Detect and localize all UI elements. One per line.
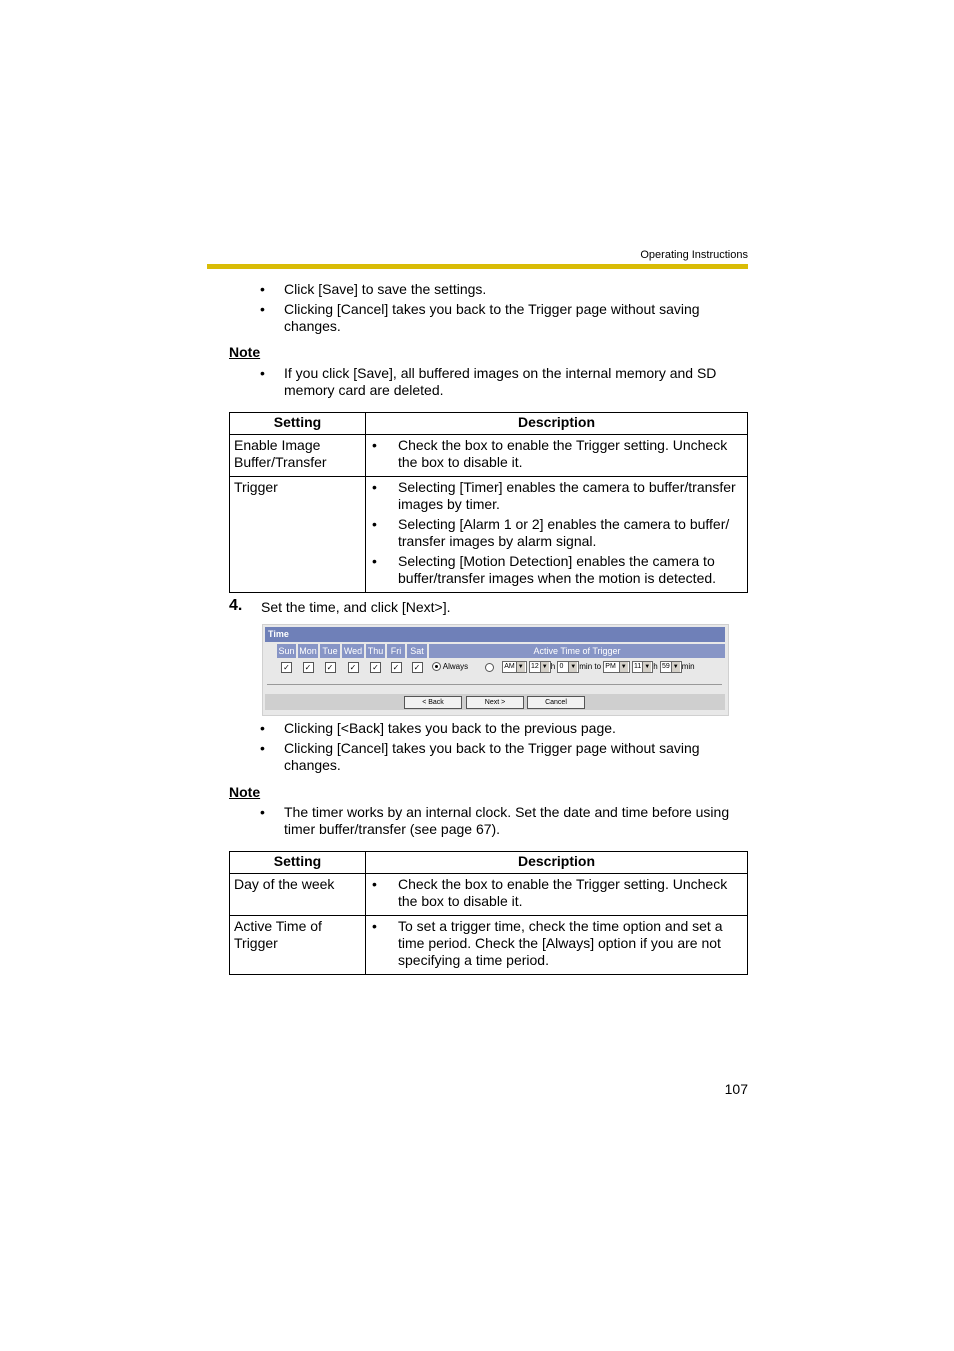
- time-range-radio[interactable]: [485, 663, 494, 672]
- note1-bullet-list: [258, 365, 748, 402]
- hour-unit-label: h: [550, 662, 556, 672]
- from-hour-select[interactable]: [529, 661, 551, 673]
- header-rule: [207, 264, 748, 269]
- day-header-tue: Tue: [320, 644, 340, 658]
- day-header-thu: Thu: [367, 646, 384, 656]
- from-ampm-select[interactable]: [502, 661, 527, 673]
- settings-table-2: [229, 851, 748, 975]
- settings-table-1: [229, 412, 748, 593]
- day-cell-fri: [387, 660, 405, 674]
- always-radio[interactable]: [432, 662, 441, 671]
- time-settings-screenshot: [262, 624, 729, 716]
- checkbox-fri[interactable]: ✓: [391, 662, 402, 673]
- from-min-select[interactable]: [557, 661, 579, 673]
- column-header-setting: Setting: [230, 852, 366, 874]
- list-item: [258, 740, 748, 774]
- bullet-glyph: •: [372, 918, 377, 934]
- list-item-text: To set a trigger time, check the time option and set a time period. Check the [Always] option if you are not specifying a time period.: [398, 918, 723, 968]
- step-number: 4.: [229, 597, 243, 614]
- setting-cell: Active Time of Trigger: [230, 916, 366, 975]
- setting-cell: Day of the week: [230, 874, 366, 916]
- step-text: Set the time, and click [Next>].: [261, 599, 451, 615]
- list-item: [370, 918, 743, 969]
- column-header-description: Description: [366, 852, 748, 874]
- header-title: Operating Instructions: [640, 249, 748, 261]
- to-ampm-value: PM: [605, 663, 616, 670]
- list-item: [370, 437, 743, 471]
- chevron-down-icon: ▼: [568, 662, 577, 672]
- page-number: 107: [724, 1081, 748, 1097]
- day-cell-sat: [407, 660, 427, 674]
- description-cell: [366, 874, 748, 916]
- bullet-glyph: •: [372, 479, 377, 495]
- list-item: [258, 281, 748, 298]
- list-item-text: Clicking [Cancel] takes you back to the Trigger page without saving changes.: [284, 740, 700, 773]
- column-header-description: Description: [366, 413, 748, 435]
- chevron-down-icon: ▼: [540, 662, 549, 672]
- bullet-glyph: •: [372, 516, 377, 532]
- table-header-row: [230, 413, 748, 435]
- list-item-text: Selecting [Alarm 1 or 2] enables the camera to buffer/ transfer images by alarm signal.: [398, 516, 730, 549]
- day-cell-sun: [277, 660, 296, 674]
- day-cell-thu: [366, 660, 385, 674]
- cancel-button[interactable]: Cancel: [527, 696, 585, 709]
- active-time-header: Active Time of Trigger: [429, 644, 725, 658]
- day-header-wed: Wed: [343, 646, 363, 656]
- chevron-down-icon: ▼: [671, 662, 680, 672]
- bullet-glyph: •: [260, 720, 265, 736]
- day-cell-tue: [320, 660, 340, 674]
- checkbox-sun[interactable]: ✓: [281, 662, 292, 673]
- day-header-mon: Mon: [299, 646, 317, 656]
- bullet-glyph: •: [260, 365, 265, 381]
- list-item-text: The timer works by an internal clock. Set the date and time before using timer buffer/transfer (see page 67).: [284, 804, 730, 837]
- bullet-glyph: •: [372, 437, 377, 453]
- table-header-row: [230, 852, 748, 874]
- description-cell: [366, 477, 748, 593]
- list-item-text: Selecting [Timer] enables the camera to buffer/transfer images by timer.: [398, 479, 736, 512]
- checkbox-sat[interactable]: ✓: [412, 662, 423, 673]
- day-header-sun: Sun: [278, 646, 295, 656]
- from-hour-value: 12: [530, 663, 539, 670]
- list-item: [370, 479, 743, 513]
- list-item: [370, 876, 743, 910]
- note2-bullet-list: [258, 804, 748, 841]
- panel-title: Time: [265, 627, 725, 642]
- list-item: [258, 804, 748, 838]
- bullet-glyph: •: [260, 281, 265, 297]
- bullet-glyph: •: [260, 804, 265, 820]
- always-label: Always: [442, 662, 469, 671]
- list-item-text: Clicking [Cancel] takes you back to the Trigger page without saving changes.: [284, 301, 700, 334]
- list-item: [258, 365, 748, 399]
- list-item: [258, 301, 748, 335]
- day-header-fri: Fri: [387, 644, 405, 658]
- top-bullet-list: [258, 281, 748, 338]
- to-min-select[interactable]: [660, 661, 682, 673]
- table-row: [230, 916, 748, 975]
- always-option[interactable]: [432, 661, 468, 672]
- list-item: [370, 516, 743, 550]
- bullet-glyph: •: [260, 740, 265, 756]
- min-unit-label: min: [681, 662, 695, 672]
- checkbox-wed[interactable]: ✓: [348, 662, 359, 673]
- divider: [267, 684, 722, 685]
- chevron-down-icon: ▼: [619, 662, 628, 672]
- list-item: [370, 553, 743, 587]
- mid-bullet-list: [258, 720, 748, 777]
- list-item-text: If you click [Save], all buffered images on the internal memory and SD memory card are deleted.: [284, 365, 717, 398]
- checkbox-thu[interactable]: ✓: [370, 662, 381, 673]
- min-to-label: min to: [579, 662, 602, 672]
- bullet-glyph: •: [260, 301, 265, 317]
- table-row: [230, 477, 748, 593]
- checkbox-mon[interactable]: ✓: [303, 662, 314, 673]
- day-cell-mon: [298, 660, 318, 674]
- note-heading: Note: [229, 784, 261, 800]
- checkbox-tue[interactable]: ✓: [325, 662, 336, 673]
- bullet-glyph: •: [372, 553, 377, 569]
- description-cell: [366, 435, 748, 477]
- step-4: [229, 597, 451, 615]
- to-hour-value: 11: [633, 663, 642, 670]
- button-bar: [265, 694, 725, 710]
- from-ampm-value: AM: [504, 663, 515, 670]
- chevron-down-icon: ▼: [642, 662, 651, 672]
- bullet-glyph: •: [372, 876, 377, 892]
- time-range-option: [485, 661, 695, 673]
- note-heading: Note: [229, 344, 261, 360]
- list-item: [258, 720, 748, 737]
- list-item-text: Click [Save] to save the settings.: [284, 281, 487, 297]
- to-ampm-select[interactable]: [603, 661, 629, 673]
- list-item-text: Selecting [Motion Detection] enables the camera to buffer/transfer images when the motion is detected.: [398, 553, 717, 586]
- from-min-value: 0: [559, 663, 564, 670]
- table-row: [230, 435, 748, 477]
- description-cell: [366, 916, 748, 975]
- setting-cell: Trigger: [230, 477, 366, 593]
- table-row: [230, 874, 748, 916]
- chevron-down-icon: ▼: [516, 662, 525, 672]
- hour-unit-label: h: [653, 662, 658, 672]
- setting-cell: Enable Image Buffer/Transfer: [230, 435, 366, 477]
- to-min-value: 59: [661, 663, 670, 670]
- to-hour-select[interactable]: [632, 661, 653, 673]
- column-header-setting: Setting: [230, 413, 366, 435]
- back-button[interactable]: < Back: [404, 696, 462, 709]
- list-item-text: Check the box to enable the Trigger setting. Uncheck the box to disable it.: [398, 437, 728, 470]
- next-button[interactable]: Next >: [466, 696, 524, 709]
- day-header-sat: Sat: [407, 644, 427, 658]
- list-item-text: Check the box to enable the Trigger setting. Uncheck the box to disable it.: [398, 876, 728, 909]
- day-cell-wed: [342, 660, 364, 674]
- list-item-text: Clicking [<Back] takes you back to the previous page.: [284, 720, 616, 736]
